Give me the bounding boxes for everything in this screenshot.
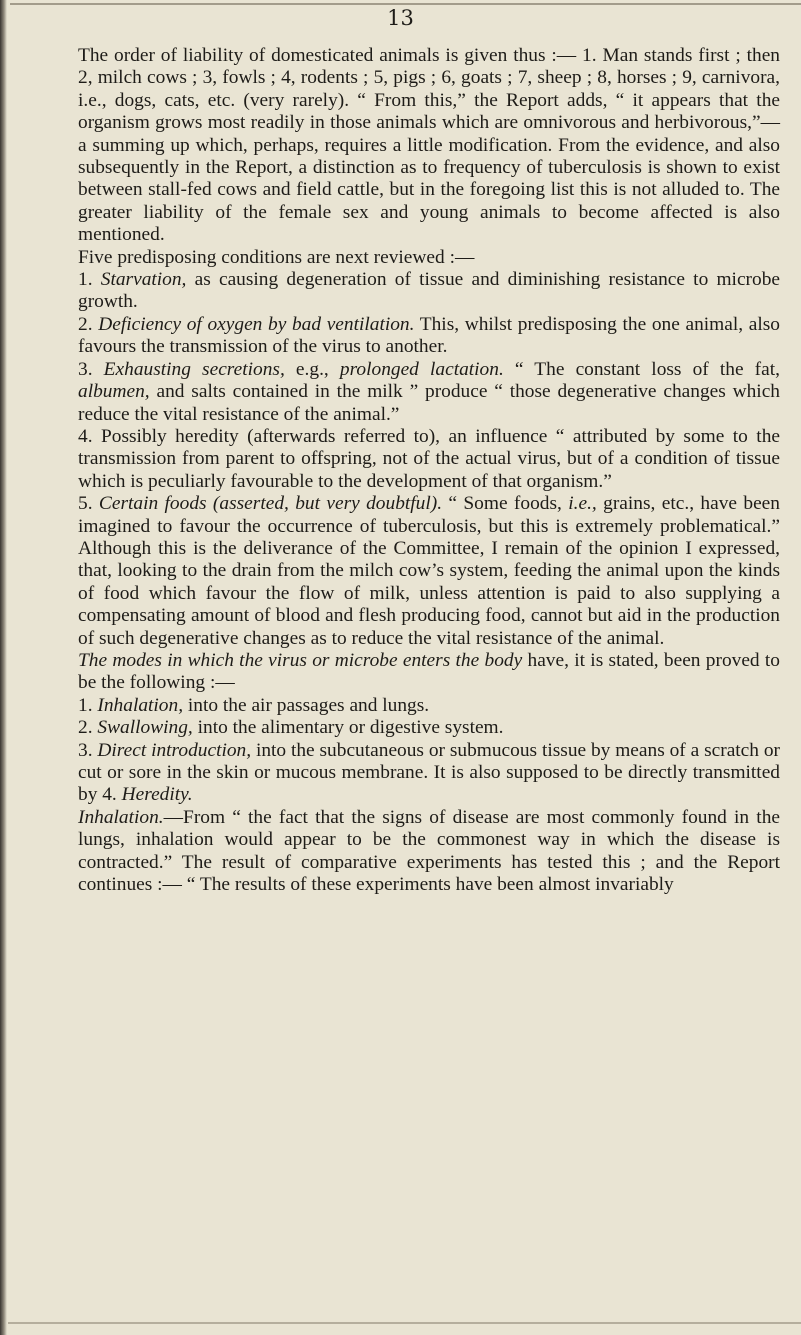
- body-text: [52, 45, 780, 896]
- item-text: and salts contained in the milk ” produce “ those degenerative changes which reduce the vital resistance of the animal.”: [78, 381, 780, 425]
- item-text: into the alimentary or digestive system.: [192, 717, 504, 739]
- item-number: 2.: [78, 313, 93, 335]
- condition-item: [52, 269, 780, 314]
- modes-intro: [52, 650, 780, 695]
- top-rule: [10, 3, 801, 5]
- item-title: Deficiency of oxygen by bad ventilation.: [98, 313, 415, 335]
- paragraph: The order of liability of domesticated animals is given thus :— 1. Man stands first ; then 2, milch cows ; 3, fowls ; 4, rodents ; 5, pigs ; 6, goats ; 7, sheep ; 8, horses ; 9, carnivora, i.e., dogs, cats, etc. (very rarely). “ From this,” the Report adds, “ it appears that the organism grows most readily in those animals which are omnivorous and herbivorous,”—a summing up which, perhaps, requires a little modification. From the evidence, and also subsequently in the Report, a distinction as to frequency of tuberculosis is shown to exist between stall-fed cows and field cattle, but in the foregoing list this is not alluded to. The greater liability of the female sex and young animals to become affected is also mentioned.: [78, 45, 780, 246]
- condition-item: [52, 314, 780, 359]
- bottom-rule: [8, 1322, 801, 1324]
- item-title: Certain foods (asserted, but very doubtful).: [98, 493, 443, 515]
- item-number: 2.: [78, 717, 93, 739]
- item-text: as causing degeneration of tissue and diminishing resistance to microbe growth.: [78, 269, 780, 313]
- page-number: 13: [387, 6, 414, 30]
- item-number: 3.: [78, 739, 93, 761]
- mode-item: [52, 695, 780, 717]
- closing-heading: Inhalation.: [78, 806, 164, 828]
- item-emphasis: albumen,: [78, 381, 150, 403]
- item-emphasis: i.e.,: [568, 493, 597, 515]
- paragraph: Five predisposing conditions are next reviewed :—: [78, 246, 475, 268]
- item-text: into the air passages and lungs.: [183, 694, 430, 716]
- item-number: 5.: [78, 493, 93, 515]
- item-number: 1.: [78, 694, 93, 716]
- item-title: Exhausting secretions,: [103, 358, 285, 380]
- closing-text: —From “ the fact that the signs of disease are most commonly found in the lungs, inhalation would appear to be the commonest way in which the disease is contracted.” The result of comparative experiments has tested this ; and the Report continues :— “ The results of these experiments have been almost invariably: [78, 806, 780, 896]
- item-title: Starvation,: [100, 269, 187, 291]
- item-title: Inhalation,: [97, 694, 184, 716]
- item-text: into the subcutaneous or submucous tissue by means of a scratch or cut or sore in the skin or mucous membrane. It is also supposed to be directly transmitted by 4.: [78, 739, 780, 806]
- item-emphasis: Heredity.: [121, 784, 193, 806]
- item-title: Direct introduction,: [97, 739, 252, 761]
- condition-item: [52, 426, 780, 493]
- item-text: Possibly heredity (afterwards referred to), an influence “ attributed by some to the transmission from parent to offspring, not of the actual virus, but of a condition of tissue which is peculiarly favourable to the development of that organism.”: [78, 425, 780, 492]
- mode-item: [52, 740, 780, 807]
- mode-item: [52, 717, 780, 739]
- item-number: 1.: [78, 269, 93, 291]
- condition-item: [52, 493, 780, 650]
- item-title: Swallowing,: [97, 717, 193, 739]
- item-title: prolonged lactation.: [339, 358, 504, 380]
- item-number: 4.: [78, 425, 93, 447]
- item-number: 3.: [78, 358, 93, 380]
- modes-heading: The modes in which the virus or microbe enters the body: [78, 649, 523, 671]
- item-text: e.g.,: [284, 358, 340, 380]
- item-text: grains, etc., have been imagined to favour the occurrence of tuberculosis, but this is extremely problematical.” Although this is the deliverance of the Committee, I remain of the opinion I expressed, that, looking to the drain from the milch cow’s system, feeding the animal upon the kinds of food which favour the flow of milk, unless attention is paid to also supplying a compensating amount of blood and flesh producing food, cannot but aid in the production of such degenerative changes as to reduce the vital resistance of the animal.: [78, 493, 780, 649]
- condition-item: [52, 359, 780, 426]
- item-text: This, whilst predisposing the one animal, also favours the transmission of the virus to another.: [78, 313, 780, 358]
- modes-intro-text: have, it is stated, been proved to be the following :—: [78, 649, 781, 694]
- item-text: “ The constant loss of the fat,: [503, 358, 780, 380]
- item-text: “ Some foods,: [442, 493, 569, 515]
- closing-paragraph: [52, 807, 780, 897]
- page-binding-edge: [0, 0, 7, 1335]
